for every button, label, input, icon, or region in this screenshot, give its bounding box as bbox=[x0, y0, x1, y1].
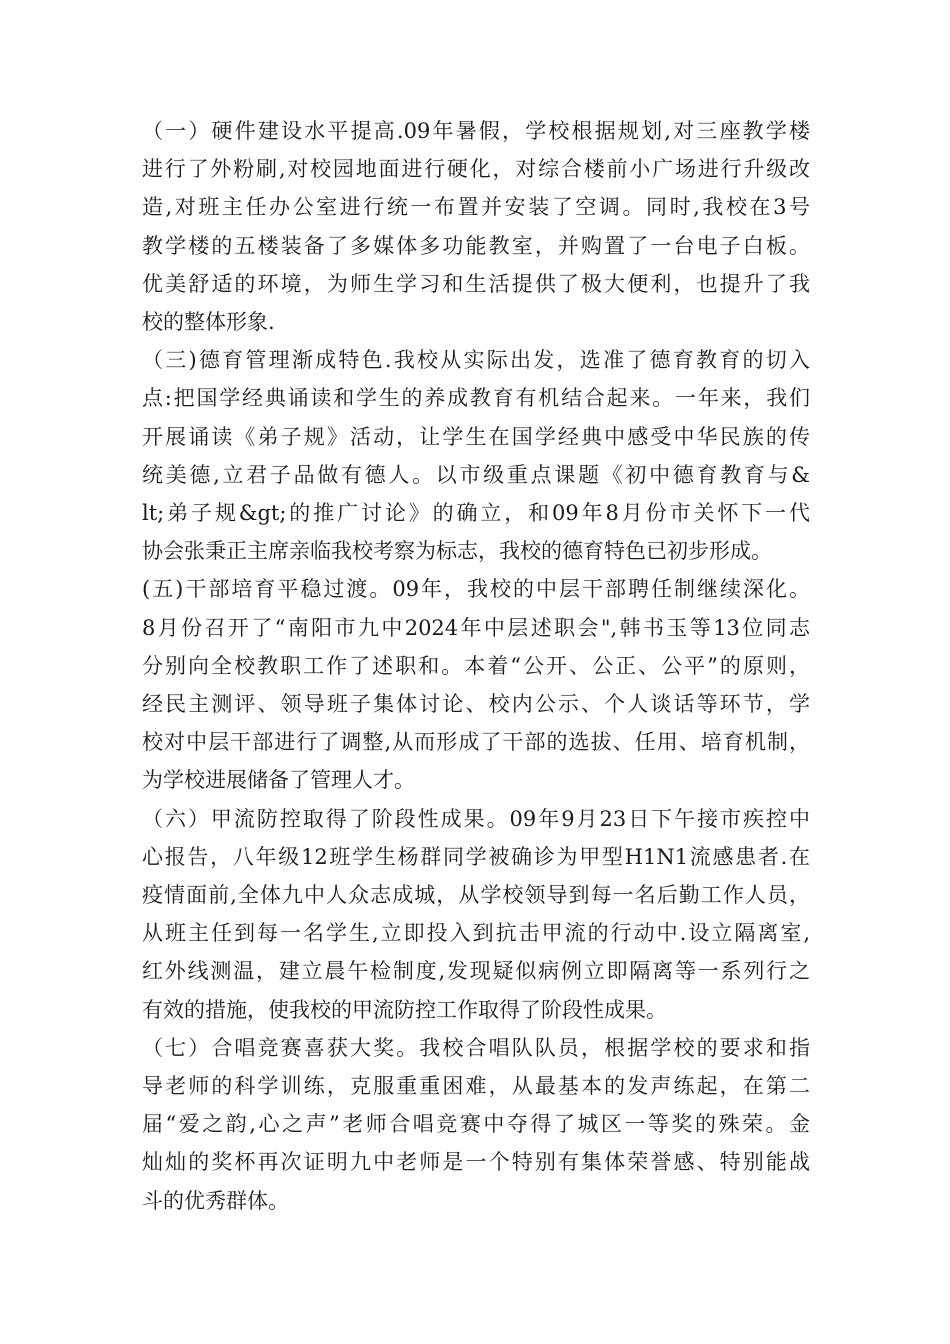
text-line: 统美德,立君子品做有德人。以市级重点课题《初中德育教育与& bbox=[142, 462, 810, 487]
text-line: 为学校进展储备了管理人才。 bbox=[142, 768, 415, 793]
text-line: 斗的优秀群体。 bbox=[142, 1188, 289, 1213]
text-line: 校的整体形象. bbox=[142, 310, 275, 335]
text-line: 灿灿的奖杯再次证明九中老师是一个特别有集体荣誉感、特别能战 bbox=[142, 1150, 810, 1175]
text-line: 有效的措施，使我校的甲流防控工作取得了阶段性成果。 bbox=[142, 997, 667, 1022]
document-body bbox=[142, 112, 810, 1220]
text-line: lt;弟子规&gt;的推广讨论》的确立，和09年8月份市关怀下一代 bbox=[142, 501, 810, 526]
text-line: 心报告，八年级12班学生杨群同学被确诊为甲型H1N1流感患者.在 bbox=[142, 844, 810, 869]
text-line: (五)干部培育平稳过渡。09年，我校的中层干部聘任制继续深化。 bbox=[142, 577, 810, 602]
text-line: 导老师的科学训练，克服重重困难，从最基本的发声练起，在第二 bbox=[142, 1074, 810, 1099]
text-line: 校对中层干部进行了调整,从而形成了干部的选拔、任用、培育机制， bbox=[142, 730, 810, 755]
text-line: 分别向全校教职工作了述职和。本着“公开、公正、公平”的原则， bbox=[142, 653, 810, 678]
text-line: （一）硬件建设水平提高.09年暑假，学校根据规划,对三座教学楼 bbox=[142, 119, 810, 143]
paragraph-choir-award bbox=[142, 1029, 810, 1220]
text-line: 届“爱之韵,心之声”老师合唱竞赛中夺得了城区一等奖的殊荣。金 bbox=[142, 1112, 810, 1137]
text-line: （三)德育管理渐成特色.我校从实际出发，选准了德育教育的切入 bbox=[142, 348, 810, 373]
text-line: 疫情面前,全体九中人众志成城，从学校领导到每一名后勤工作人员， bbox=[142, 883, 810, 908]
text-line: 经民主测评、领导班子集体讨论、校内公示、个人谈话等环节，学 bbox=[142, 692, 810, 717]
text-line: 从班主任到每一名学生,立即投入到抗击甲流的行动中.设立隔离室, bbox=[142, 921, 810, 946]
text-line: 教学楼的五楼装备了多媒体多功能教室，并购置了一台电子白板。 bbox=[142, 233, 810, 258]
text-line: （六）甲流防控取得了阶段性成果。09年9月23日下午接市疾控中 bbox=[142, 806, 810, 831]
text-line: 8月份召开了“南阳市九中2024年中层述职会",韩书玉等13位同志 bbox=[142, 615, 810, 640]
text-line: 造,对班主任办公室进行统一布置并安装了空调。同时,我校在3号 bbox=[142, 195, 810, 220]
text-line: （七）合唱竞赛喜获大奖。我校合唱队队员，根据学校的要求和指 bbox=[142, 1035, 810, 1060]
text-line: 进行了外粉刷,对校园地面进行硬化，对综合楼前小广场进行升级改 bbox=[142, 157, 810, 182]
text-line: 协会张秉正主席亲临我校考察为标志，我校的德育特色已初步形成。 bbox=[142, 539, 772, 564]
text-line: 优美舒适的环境，为师生学习和生活提供了极大便利，也提升了我 bbox=[142, 271, 810, 296]
paragraph-flu-prevention bbox=[142, 800, 810, 1029]
text-line: 点:把国学经典诵读和学生的养成教育有机结合起来。一年来，我们 bbox=[142, 386, 810, 411]
paragraph-cadre-training bbox=[142, 570, 810, 799]
paragraph-moral-education bbox=[142, 341, 810, 570]
text-line: 红外线测温，建立晨午检制度,发现疑似病例立即隔离等一系列行之 bbox=[142, 959, 810, 984]
text-line: 开展诵读《弟子规》活动，让学生在国学经典中感受中华民族的传 bbox=[142, 424, 810, 449]
paragraph-hardware bbox=[142, 112, 810, 341]
